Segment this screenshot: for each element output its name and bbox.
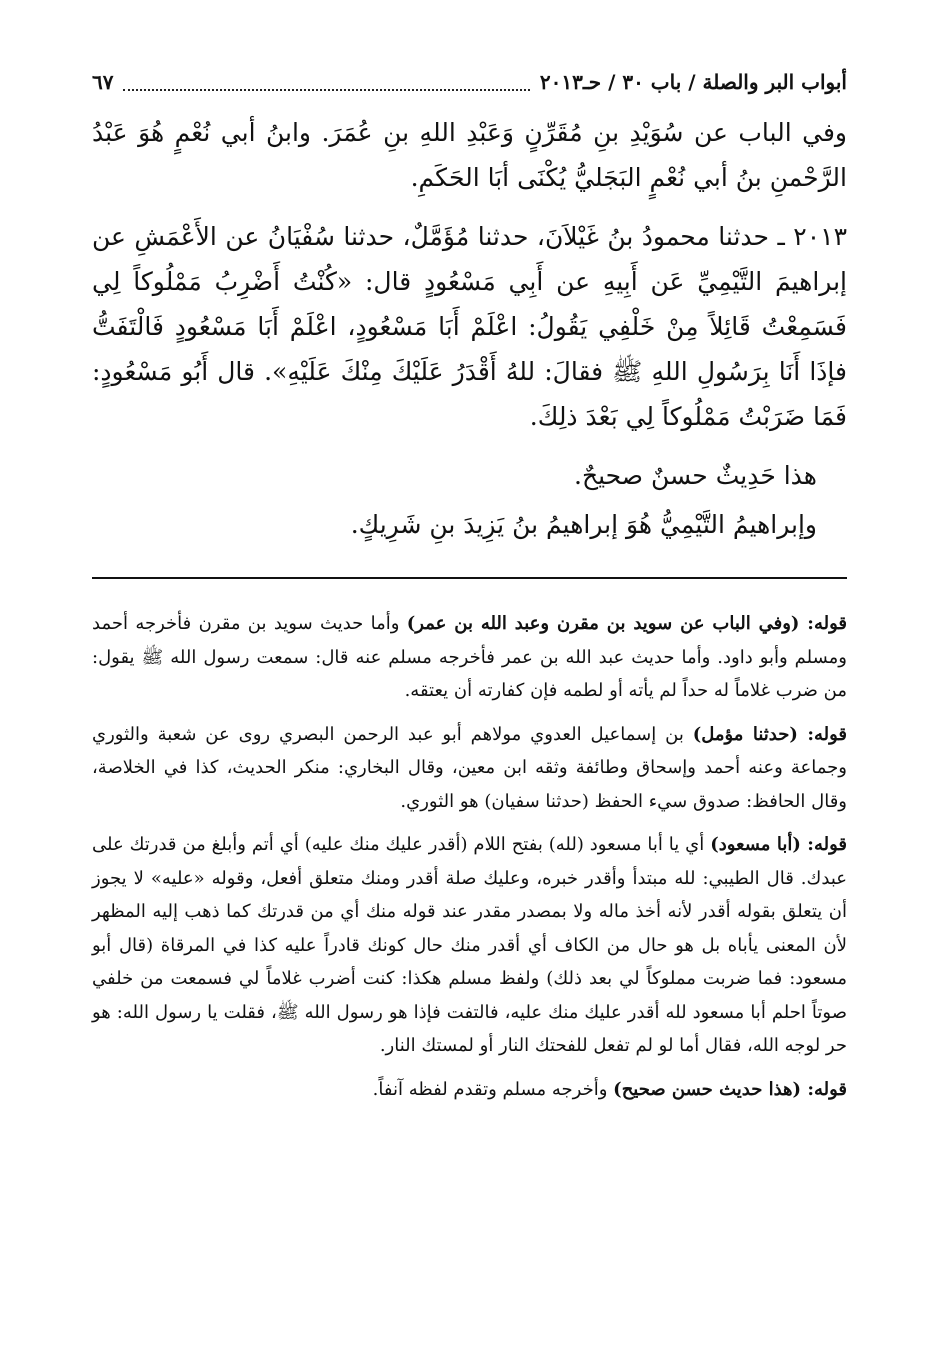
commentary-note-label: قوله: (هذا حديث حسن صحيح) [613,1078,847,1100]
commentary-note [92,828,847,1063]
header-title: أبواب البر والصلة / باب ٣٠ / حـ٢٠١٣ [539,70,847,94]
commentary-note-label: قوله: (أبا مسعود) [710,834,847,855]
narrator-note: وإبراهيمُ التَّيْمِيُّ هُوَ إبراهيمُ بنُ يَزِيدَ بنِ شَرِيكٍ. [350,510,817,539]
commentary-note-label: قوله: (حدثنا مؤمل) [692,723,847,745]
book-page [92,70,847,1300]
commentary-note [92,718,847,819]
main-paragraph-chapter-refs: وفي الباب عن سُوَيْدِ بنِ مُقَرِّنٍ وَعَبْدِ اللهِ بنِ عُمَرَ. وابنُ أبي نُعْمٍ هُوَ عَبْدُ الرَّحْمنِ بنُ أبي نُعْمٍ البَجَليُّ يُكْنَى أبَا الحَكَمِ. [92,118,847,192]
commentary-note [92,607,847,708]
page-number: ٦٧ [92,70,114,94]
running-header [92,70,847,110]
main-paragraph-hadith-2013: ٢٠١٣ ـ حدثنا محمودُ بنُ غَيْلاَنَ، حدثنا مُؤَمَّلٌ، حدثنا سُفْيَانُ عن الأَعْمَشِ عن إبراهيمَ التَّيْمِيِّ عَن أَبِيهِ عن أَبِي مَسْعُودٍ قال: «كُنْتُ أَضْرِبُ مَمْلُوكاً لِي فَسَمِعْتُ قَائِلاً مِنْ خَلْفِي يَقُولُ: اعْلَمْ أَبَا مَسْعُودٍ، اعْلَمْ أَبَا مَسْعُودٍ فَالْتَفَتُّ فإذَا أَنَا بِرَسُولِ اللهِ ﷺ فقالَ: للهُ أَقْدَرُ عَلَيْكَ مِنْكَ عَلَيْهِ». قال أَبُو مَسْعُودٍ: فَمَا ضَرَبْتُ مَمْلُوكاً لِي بَعْدَ ذلِكَ. [92,222,847,431]
commentary-note [92,1073,847,1107]
commentary-note-text: بن إسماعيل العدوي مولاهم أبو عبد الرحمن البصري روى عن شعبة والثوري وجماعة وعنه أحمد وإسحاق وطائفة وثقه ابن معين، وقال البخاري: منكر الحديث، كذا في الخلاصة، وقال الحافظ: صدوق سيء الحفظ (حدثنا سفيان) هو الثوري. [92,723,847,812]
commentary-note-text: وأخرجه مسلم وتقدم لفظه آنفاً. [372,1078,614,1100]
commentary-note-label: قوله: (وفي الباب عن سويد بن مقرن وعبد الله بن عمر) [406,613,847,634]
commentary [92,607,847,1106]
footnote-separator [92,577,847,579]
header-dot-leader [123,89,529,91]
commentary-note-text: وأما حديث سويد بن مقرن فأخرجه أحمد ومسلم وأبو داود. وأما حديث عبد الله بن عمر فأخرجه مسلم عنه قال: سمعت رسول الله ﷺ يقول: من ضرب غلاماً له حداً لم يأته أو لطمه فإن كفارته أن يعتقه. [92,613,847,701]
commentary-note-text: أي يا أبا مسعود (لله) بفتح اللام (أقدر عليك منك عليه) أي أتم وأبلغ من قدرتك على عبدك. قال الطيبي: لله مبتدأ وأقدر خبره، وعليك صلة أقدر ومنك متعلق أفعل، وقوله «عليه» لا يجوز أن يتعلق بقوله أقدر لأنه أخذ ماله ولا بمصدر مقدر عند قوله منك أي من قدرتك كما ذهب إليه المظهر لأن المعنى يأباه بل هو حال من الكاف أي أقدر منك حال كونك قادراً عليه كذا في المرقاة (قال أبو مسعود: فما ضربت مملوكاً لي بعد ذلك) ولفظ مسلم هكذا: كنت أضرب غلاماً لي فسمعت من خلفي صوتاً احلم أبا مسعود لله أقدر عليك منك عليه، فالتفت فإذا هو رسول الله ﷺ، فقلت يا رسول الله: هو حر لوجه الله، فقال أما لو لم تفعل للفحتك النار أو لمستك النار. [92,834,847,1056]
hadith-grading: هذا حَدِيثٌ حسنٌ صحيحٌ. [574,461,817,490]
main-text [92,110,847,547]
